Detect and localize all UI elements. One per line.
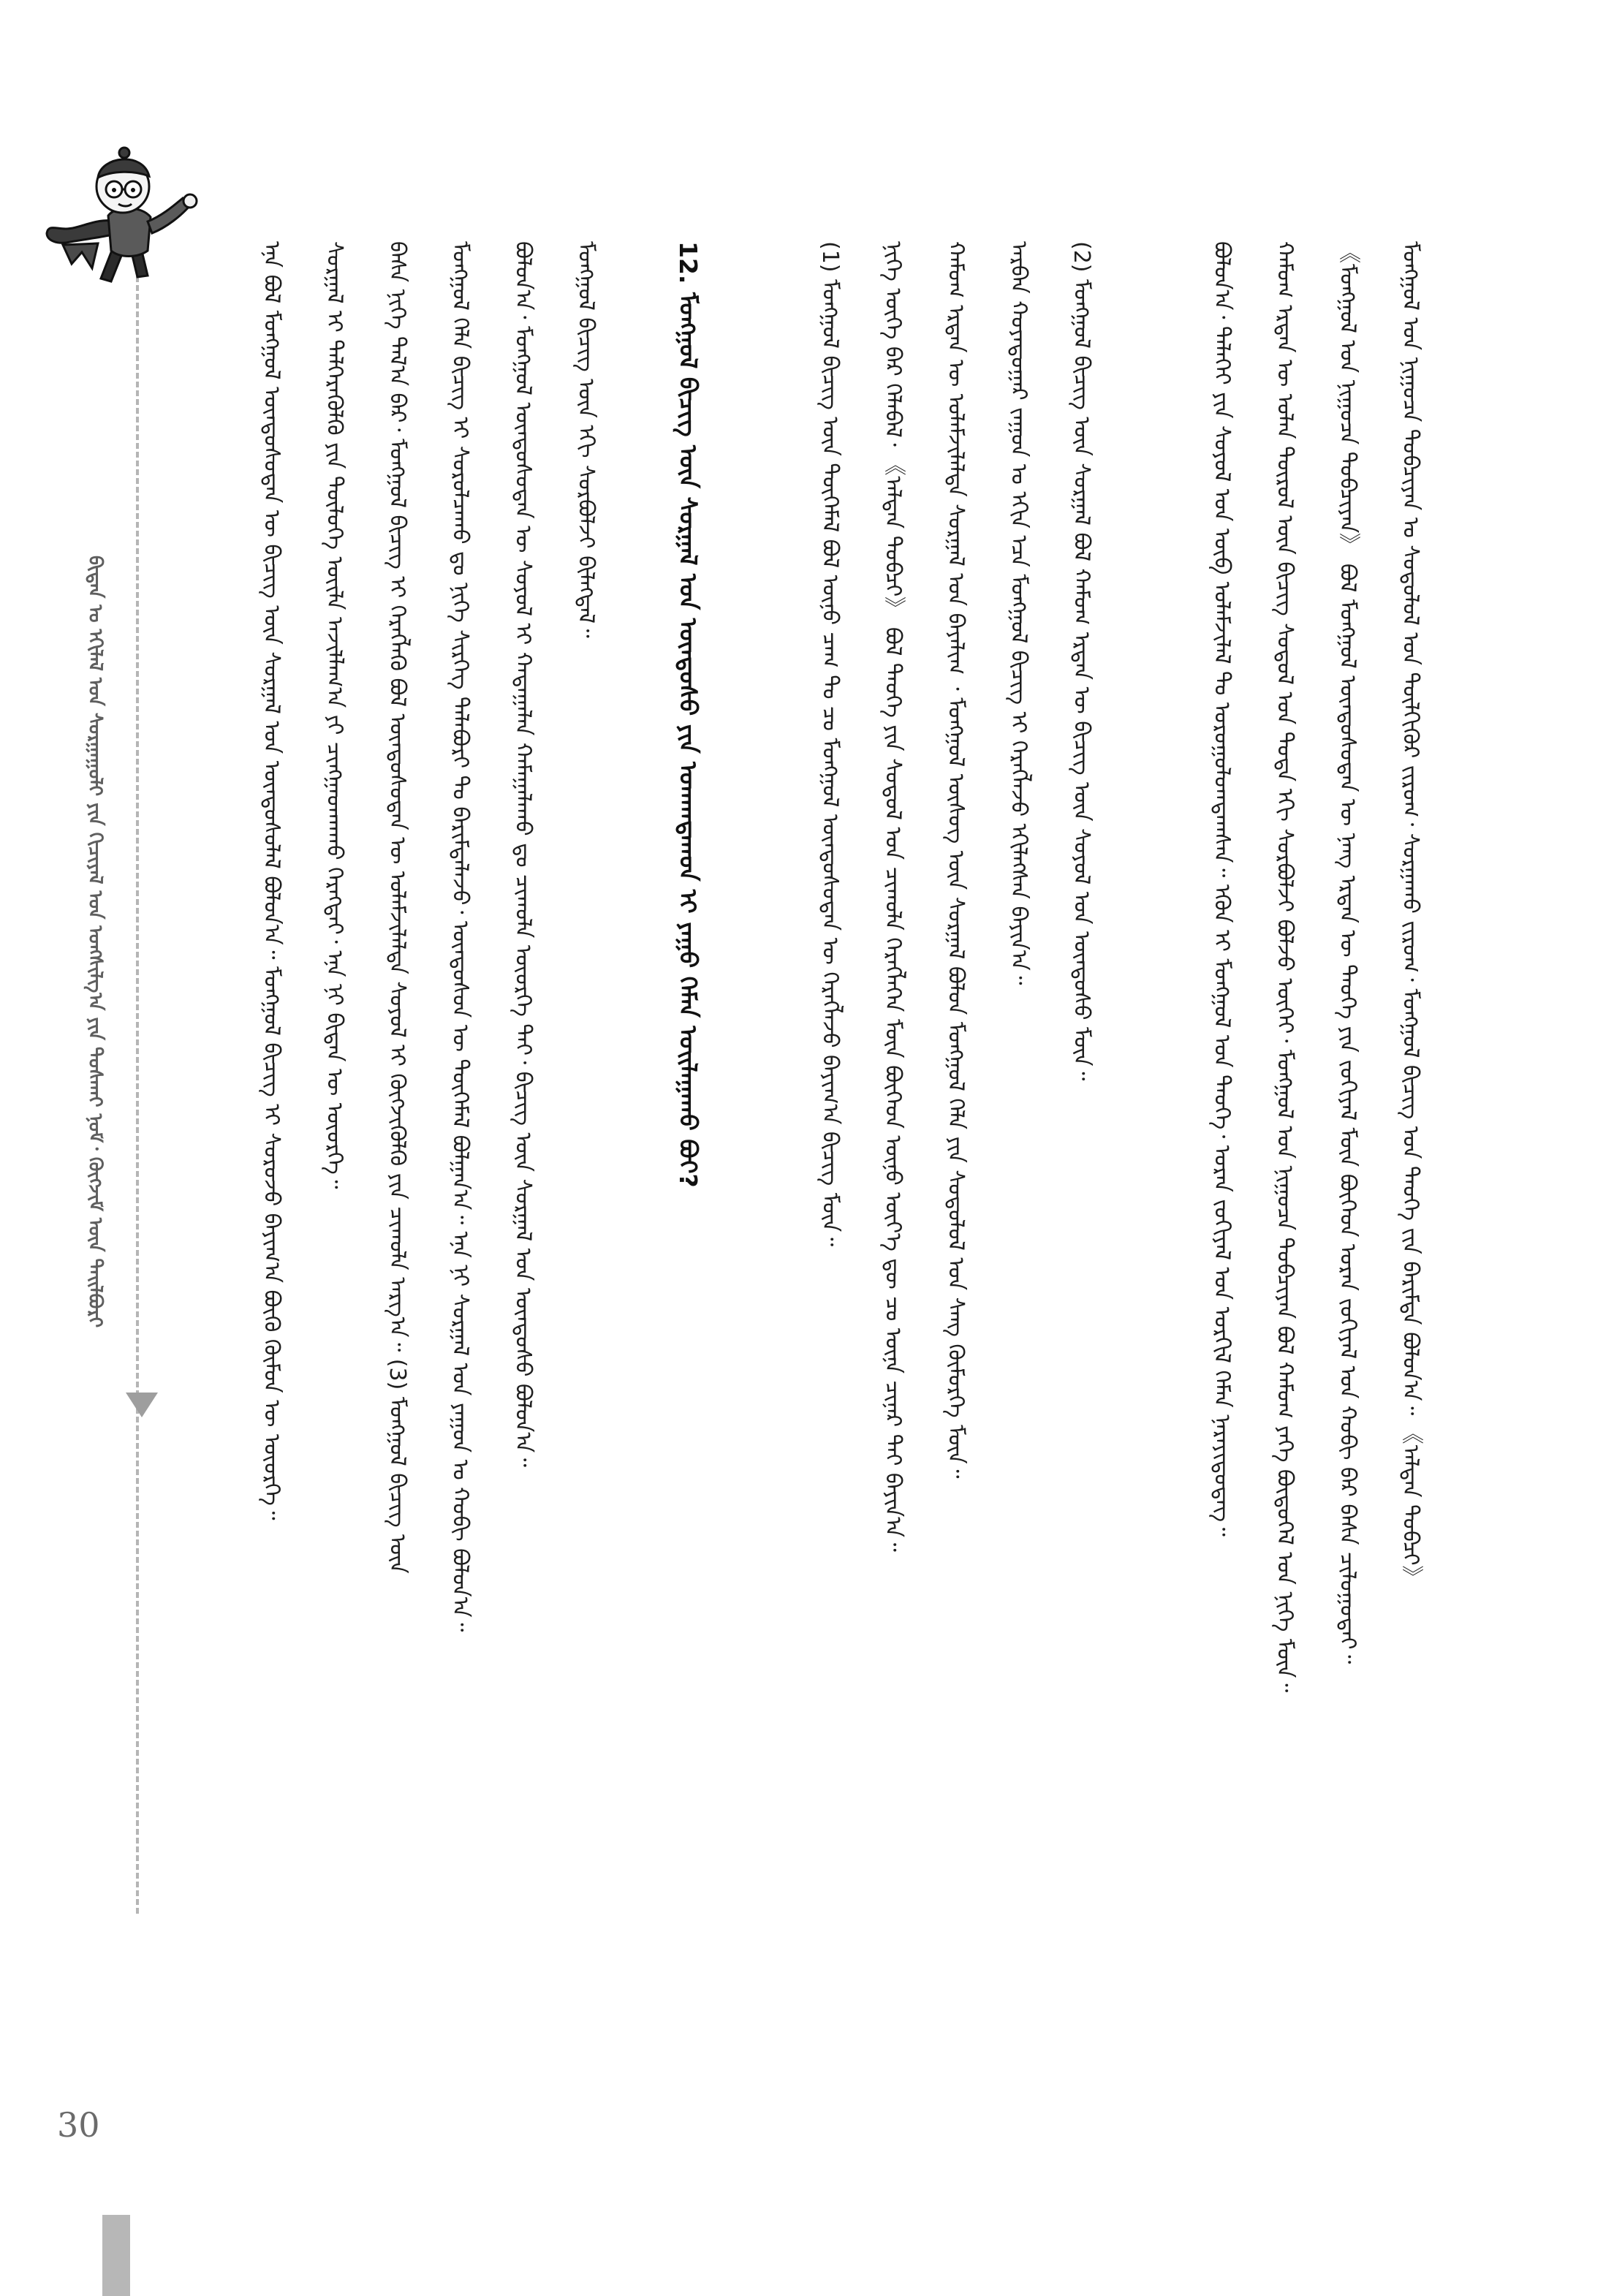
text-column-1: ᠮᠣᠩᠭᠣᠯ ᠤᠨ ᠨᠢᠭᠤᠴᠠ ᠲᠣᠪᠴᠢᠶᠠᠨ ᠤ ᠰᠤᠳᠤᠯᠤᠯ ᠤᠨ ᠲᠦᠯᠬᠢᠭᠦᠷ ᠵᠢᠷᠤᠭ᠂ ᠰᠤᠷᠭᠠᠬᠤ ᠵᠢᠷᠤᠭ᠂ ᠮᠣᠩᠭᠣᠯ ᠪᠢᠴᠢᠭ ᠤᠨ ᠲᠡᠦᠬᠡ ᠵᠢᠨ ᠪᠠᠷᠢᠮᠲᠠ ᠪᠣᠯᠤᠨ᠎ᠠ᠃ 《ᠠᠯᠲᠠᠨ ᠲᠣᠪᠴᠢ》 xyxy=(1398,241,1423,1588)
text-column-7: ᠬᠠᠮᠤᠭ ᠡᠷᠲᠡᠨ ᠦ ᠤᠯᠠᠮᠵᠢᠯᠠᠯᠲᠠ ᠰᠤᠷᠭᠠᠯ ᠤᠨ ᠪᠠᠶᠠᠯᠢᠭ ᠂ ᠮᠣᠩᠭᠣᠯ ᠦᠰᠦᠭ ᠦᠨ ᠰᠤᠷᠭᠠᠯ ᠪᠣᠯᠤᠨ ᠮᠣᠩᠭᠣᠯ ᠬᠡᠯᠡ ᠶᠢᠨ ᠰᠤᠳᠤᠯᠤᠯ ᠤᠨ ᠰᠠᠩ ᠬᠥᠮᠥᠷᠭᠡ ᠮᠥᠨ᠃ xyxy=(943,241,969,1479)
text-column-9: (1) ᠮᠣᠩᠭᠣᠯ ᠪᠢᠴᠢᠭ ᠦᠨ ᠲᠦᠭᠡᠮᠡᠯ ᠪᠣᠯ ᠥᠨᠥ ᠴᠠᠭ ᠲᠤ ᠴᠤ ᠮᠣᠩᠭᠣᠯ ᠦᠨᠳᠦᠰᠦᠲᠡᠨ ᠦ ᠬᠡᠷᠡᠭᠯᠡᠵᠦ ᠪᠠᠶᠢᠭ᠎ᠠ ᠪᠢᠴᠢᠭ ᠮᠥᠨ᠃ xyxy=(817,241,843,1247)
text-column-3: ᠬᠠᠮᠤᠭ ᠡᠷᠲᠡᠨ ᠦ ᠣᠯᠠᠨ ᠲᠥᠷᠦᠯ ᠦᠨ ᠪᠢᠴᠢᠭ ᠰᠤᠳᠤᠯ ᠤᠨ ᠳᠤᠳᠠ ᠡᠬᠢ ᠰᠤᠷᠪᠤᠯᠵᠢ ᠪᠣᠯᠵᠤ ᠦᠭᠡᠢ᠂ ᠮᠣᠩᠭᠣᠯ ᠤᠨ ᠨᠢᠭᠤᠴᠠ ᠲᠣᠪᠴᠢᠶᠠᠨ ᠪᠣᠯ ᠬᠠᠮᠤᠭ ᠶᠡᠬᠡ ᠪᠦᠲᠦᠭᠡᠯ ᠤᠨ ᠨᠢᠭᠡ ᠮᠥᠨ᠃ xyxy=(1272,241,1297,1693)
text-column-15: ᠡᠨᠡ ᠪᠣᠯ ᠮᠣᠩᠭᠣᠯ ᠦᠨᠳᠦᠰᠦᠲᠡᠨ ᠦ ᠪᠢᠴᠢᠭ ᠦᠨ ᠰᠤᠷᠭᠠᠯ ᠤᠨ ᠦᠨᠳᠦᠰᠦᠯᠡᠯ ᠪᠣᠯᠤᠨ᠎ᠠ᠃ ᠮᠣᠩᠭᠣᠯ ᠪᠢᠴᠢᠭ ᠢ ᠰᠤᠷᠤᠵᠤ ᠪᠠᠶᠢᠭ᠎ᠠ ᠪᠦᠬᠦ ᠬᠦᠮᠦᠨ ᠦ ᠦᠦᠷᠭᠡ᠃ xyxy=(259,241,284,1520)
text-column-4: ᠪᠣᠯᠤᠨ᠎ᠠ᠂ ᠳᠡᠯᠡᠬᠡᠢ ᠶᠢᠨ ᠰᠣᠶᠣᠯ ᠤᠨ ᠥᠪ ᠤᠯᠠᠮᠵᠢᠯᠠᠯ ᠲᠤ ᠣᠷᠤᠭᠤᠯᠤᠭᠳᠠᠭᠰᠠᠨ᠃ ᠡᠭᠦᠨ ᠢ ᠮᠣᠩᠭᠣᠯ ᠤᠨ ᠲᠡᠦᠬᠡ᠂ ᠤᠷᠠᠨ ᠵᠣᠬᠢᠶᠠᠯ ᠤᠨ ᠣᠷᠭᠢᠯ ᠬᠡᠮᠡᠨ ᠨᠡᠷᠡᠶᠢᠳᠦᠳᠡᠭ᠃ xyxy=(1209,241,1235,1537)
text-column-14: ᠰᠤᠷᠭᠠᠯ ᠢ ᠳᠡᠯᠭᠡᠷᠡᠭᠦᠯᠬᠦ ᠶᠢᠨ ᠲᠥᠯᠥᠭᠡ ᠦᠢᠯᠡ ᠠᠵᠢᠯᠯᠠᠭ᠎ᠠ ᠶᠢ ᠴᠢᠩᠭᠠᠳᠬᠠᠬᠤ ᠬᠡᠷᠡᠭᠲᠡᠢ᠂ ᠡᠨᠡ ᠨᠢ ᠪᠢᠳᠡᠨ ᠦ ᠦᠦᠷᠭᠡ᠃ xyxy=(322,241,347,1189)
text-column-10: ᠮᠣᠩᠭᠣᠯ ᠪᠢᠴᠢᠭ ᠦᠨ ᠡᠬᠢ ᠰᠤᠷᠪᠤᠯᠵᠢ ᠪᠢᠯᠡᠭᠳᠡᠯ᠃ xyxy=(573,241,599,638)
running-header: ᠪᠢᠳᠡᠨ ᠤ ᠡᠬᠢᠯᠡᠯ ᠤᠨ ᠰᠤᠷᠭᠠᠭᠤᠯᠢ ᠶᠢᠨ ᠬᠢᠴᠢᠶᠡᠯ ᠤᠨ ᠤᠩᠰᠢᠯᠭ᠎ᠠ ᠶᠢᠨ ᠲᠤᠰᠬᠠᠢ ᠨᠣᠮ᠂ ᠬᠥᠭᠵᠢᠮ ᠦᠨ ᠲᠠᠢᠯᠪᠤᠷᠢ xyxy=(84,556,106,1328)
text-column-5: (2) ᠮᠣᠩᠭᠣᠯ ᠪᠢᠴᠢᠭ ᠦᠨ ᠰᠤᠷᠭᠠᠯ ᠪᠣᠯ ᠬᠠᠮᠤᠭ ᠡᠷᠲᠡᠨ ᠦ ᠪᠢᠴᠢᠭ ᠦᠨ ᠰᠣᠶᠣᠯ ᠤᠨ ᠦᠨᠳᠦᠰᠦ ᠮᠥᠨ᠃ xyxy=(1069,241,1094,1081)
footer-bar xyxy=(102,2215,130,2296)
section-heading-12: 12. ᠮᠣᠩᠭᠣᠯ ᠪᠢᠴᠢᠭ ᠦᠨ ᠰᠤᠷᠭᠠᠯ ᠤᠨ ᠦᠨᠳᠦᠰᠦ ᠶᠢᠨ ᠤᠬᠠᠭᠳᠠᠬᠤᠨ ᠢ ᠶᠠᠭᠤ ᠬᠡᠮᠡᠨ ᠣᠢᠯᠠᠭᠠᠬᠤ ᠪᠤᠢ? xyxy=(674,241,702,1188)
text-column-11: ᠪᠣᠯᠤᠨ᠎ᠠ᠂ ᠮᠣᠩᠭᠣᠯ ᠦᠨᠳᠦᠰᠦᠲᠡᠨ ᠦ ᠰᠣᠶᠣᠯ ᠢ ᠬᠠᠳᠠᠭᠠᠯᠠᠨ ᠬᠠᠮᠠᠭᠠᠯᠠᠬᠤ ᠳᠤ ᠴᠢᠬᠤᠯᠠ ᠦᠦᠷᠭᠡ ᠲᠠᠶ᠂ ᠪᠢᠴᠢᠭ ᠦᠨ ᠰᠤᠷᠭᠠᠯ ᠤᠨ ᠦᠨᠳᠦᠰᠦ ᠪᠣᠯᠤᠨ᠎ᠠ᠃ xyxy=(510,241,536,1467)
text-column-12: ᠮᠣᠩᠭᠣᠯ ᠬᠡᠯᠡ ᠪᠢᠴᠢᠭ ᠢ ᠰᠤᠷᠤᠯᠴᠠᠬᠤ ᠳᠤ ᠨᠢᠭᠡ ᠰᠢᠷᠬᠡᠭ ᠲᠡᠯᠡᠪᠦᠷᠢ ᠲᠤ ᠪᠠᠷᠢᠮᠲᠠᠯᠠᠵᠤ᠂ ᠦᠨᠳᠦᠰᠦᠨ ᠦ ᠲᠦᠭᠡᠮᠡᠯ ᠪᠣᠯᠭᠠᠨ᠎ᠠ᠃ ᠡᠨᠡ ᠨᠢ ᠰᠤᠷᠭᠠᠯ ᠤᠨ ᠶᠠᠭᠤᠨ ᠤ ᠬᠤᠪᠢ ᠪᠣᠯᠤᠨ᠎ᠠ᠃ xyxy=(447,241,473,1632)
mascot-illustration-icon xyxy=(28,135,203,289)
text-column-2: 《ᠮᠣᠩᠭᠣᠯ ᠤᠨ ᠨᠢᠭᠤᠴᠠ ᠲᠣᠪᠴᠢᠶᠠᠨ》 ᠪᠣᠯ ᠮᠣᠩᠭᠣᠯ ᠦᠨᠳᠦᠰᠦᠲᠡᠨ ᠦ ᠨᠡᠩ ᠡᠷᠲᠡᠨ ᠦ ᠲᠡᠦᠬᠡ ᠶᠢᠨ ᠵᠣᠬᠢᠶᠠᠯ ᠮᠥᠨ ᠪᠥᠭᠡᠳ ᠤᠷᠠᠨ ᠵᠣᠬᠢᠶᠠᠯ ᠤᠨ ᠬᠤᠪᠢ ᠪᠡᠷ ᠪᠠᠰᠠ ᠴᠢᠯᠤᠭᠤᠲᠠᠢ᠃ xyxy=(1335,241,1360,1664)
header-arrow-icon xyxy=(126,1393,158,1417)
page-number: 30 xyxy=(57,2105,100,2145)
text-column-6: ᠠᠷᠪᠠᠨ ᠬᠣᠶᠠᠳᠤᠭᠠᠷ ᠵᠠᠭᠤᠨ ᠤ ᠡᠬᠢᠨ ᠡᠴᠡ ᠮᠣᠩᠭᠣᠯ ᠪᠢᠴᠢᠭ ᠢ ᠬᠡᠷᠡᠭᠯᠡᠵᠦ ᠡᠬᠢᠯᠡᠭᠰᠡᠨ ᠪᠠᠶᠢᠨ᠎ᠠ᠃ xyxy=(1006,241,1031,985)
text-column-8: ᠨᠢᠭᠡ ᠦᠭᠡ ᠪᠡᠷ ᠬᠡᠯᠡᠪᠡᠯ᠂ 《ᠠᠯᠲᠠᠨ ᠲᠣᠪᠴᠢ》 ᠪᠣᠯ ᠲᠡᠦᠬᠡ ᠶᠢᠨ ᠰᠤᠳᠤᠯ ᠤᠨ ᠴᠢᠬᠤᠯᠠ ᠬᠡᠷᠡᠭᠯᠡᠭᠡᠨ ᠮᠥᠨ ᠪᠥᠭᠡᠳ ᠥᠨᠥ ᠦᠶ᠎ᠡ ᠳᠦ ᠴᠤ ᠦᠨᠡ ᠴᠢᠨᠠᠷ ᠲᠠᠶ ᠪᠠᠶᠢᠨ᠎ᠠ᠃ xyxy=(880,241,906,1552)
text-column-13: ᠪᠠᠰᠠ ᠨᠢᠭᠡ ᠲᠠᠯ᠎ᠠ ᠪᠡᠷ᠂ ᠮᠣᠩᠭᠣᠯ ᠪᠢᠴᠢᠭ ᠢ ᠬᠡᠷᠡᠭᠯᠡᠬᠦ ᠪᠣᠯ ᠦᠨᠳᠦᠰᠦᠲᠡᠨ ᠦ ᠤᠯᠠᠮᠵᠢᠯᠠᠯᠲᠠ ᠰᠣᠶᠣᠯ ᠢ ᠬᠥᠭᠵᠢᠭᠦᠯᠬᠦ ᠶᠢᠨ ᠴᠢᠬᠤᠯᠠ ᠠᠷᠭ᠎ᠠ᠃ (3) ᠮᠣᠩᠭᠣᠯ ᠪᠢᠴᠢᠭ ᠦᠨ xyxy=(384,241,410,1574)
header-divider-line xyxy=(136,189,139,1914)
